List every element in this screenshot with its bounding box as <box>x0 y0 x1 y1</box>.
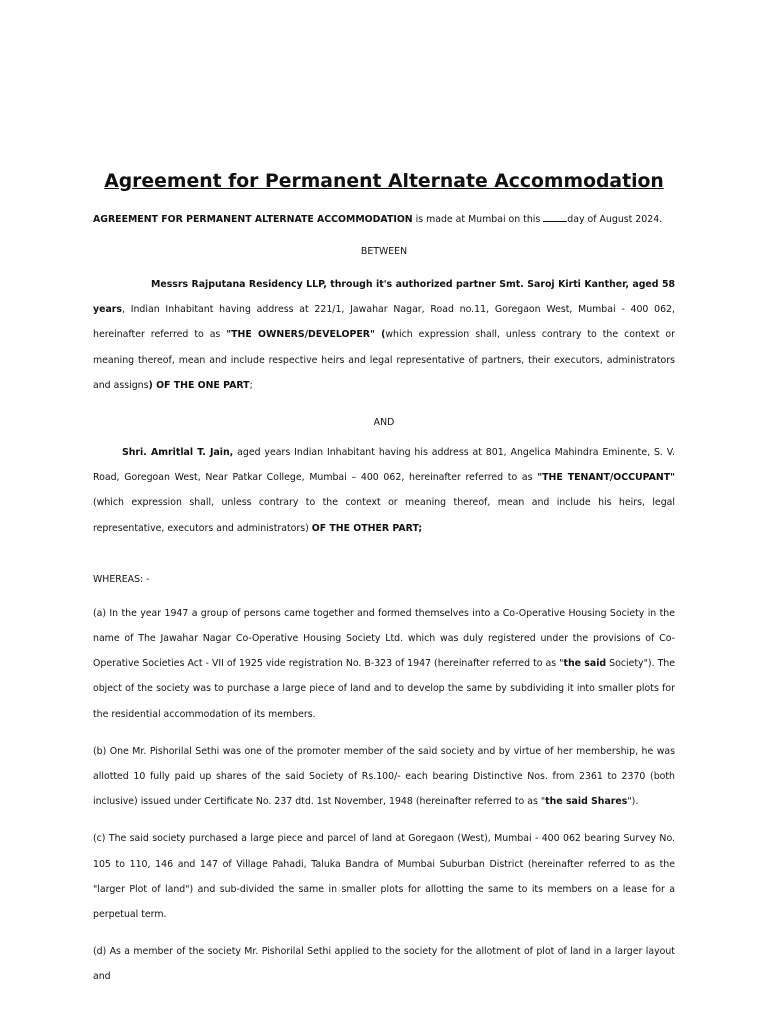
opening-bold: AGREEMENT FOR PERMANENT ALTERNATE ACCOMMODATION <box>93 214 413 225</box>
opening-text: is made at Mumbai on this <box>412 214 544 225</box>
recital-a-text-2: Society"). The object of the society was to purchase a large piece of land and to develop the same by subdividing it into smaller plots for the residential accommodation of its members. <box>93 658 676 720</box>
tenant-reference: "THE TENANT/OCCUPANT" <box>537 472 676 484</box>
date-blank-line <box>543 213 567 222</box>
recital-b-text-2: "). <box>627 796 639 808</box>
between-heading: BETWEEN <box>360 246 408 257</box>
recital-b-bold: the said Shares <box>545 796 628 808</box>
document-title: Agreement for Permanent Alternate Accommodation <box>104 171 664 192</box>
owners-paragraph <box>93 272 675 398</box>
tenant-name: Shri. Amritlal T. Jain, <box>122 447 234 459</box>
recital-a-bold: the said <box>563 658 607 670</box>
tenant-paragraph <box>93 440 675 541</box>
recital-b-text-1: (b) One Mr. Pishorilal Sethi was one of the promoter member of the said society and by virtue of her membership, he was allotted 10 fully paid up shares of the said Society of Rs.100/- each bearing Distinctive Nos. from 2361 to 2370 (both inclusive) issued under Certificate No. 237 dtd. 1st November, 1948 (hereinafter referred to as " <box>93 745 675 808</box>
recital-c: (c) The said society purchased a large piece and parcel of land at Goregaon (West), Mumbai - 400 062 bearing Survey No. 105 to 110, 146 and 147 of Village Pahadi, Taluka Bandra of Mumbai Suburban District (hereinafter referred to as the "larger Plot of land") and sub-divided the same in smaller plots for allotting the same to its members on a lease for a perpetual term. <box>93 833 675 921</box>
whereas-heading: WHEREAS: - <box>93 573 150 585</box>
tenant-text-1: aged years Indian Inhabitant having his address at 801, Angelica Mahindra Eminente, S. V. Road, Goregoan West, Near Patkar College, Mumbai – 400 062, hereinafter referred to as <box>93 447 675 484</box>
owners-name: Messrs Rajputana Residency LLP, through it's authorized partner Smt. Saroj Kirti Kanther, aged 58 years <box>93 279 675 316</box>
recital-a-text-1: (a) In the year 1947 a group of persons came together and formed themselves into a Co-Operative Housing Society in the name of The Jawahar Nagar Co-Operative Housing Society Ltd. which was duly registered under the provisions of Co-Operative Societies Act - VII of 1925 vide registration No. B-323 of 1947 (hereinafter referred to as " <box>93 607 675 670</box>
recital-a <box>93 601 675 727</box>
recital-d: (d) As a member of the society Mr. Pishorilal Sethi applied to the society for the allotment of plot of land in a larger layout and <box>93 946 675 983</box>
recital-b <box>93 739 675 815</box>
tenant-text-2: (which expression shall, unless contrary to the context or meaning thereof, mean and include his heirs, legal representative, executors and administrators) <box>93 497 675 534</box>
tenant-part: OF THE OTHER PART; <box>311 522 423 534</box>
owners-part: ) OF THE ONE PART <box>148 379 250 391</box>
opening-date-text: day of August 2024. <box>567 214 663 225</box>
owners-reference: "THE OWNERS/DEVELOPER" ( <box>226 329 386 341</box>
and-heading: AND <box>373 417 395 429</box>
owners-text-2: which expression shall, unless contrary to the context or meaning thereof, mean and include respective heirs and legal representative of partners, their executors, administrators and assigns <box>93 329 675 391</box>
document-body <box>93 171 676 990</box>
owners-tail: ; <box>249 379 253 391</box>
opening-paragraph <box>93 213 675 226</box>
owners-text-1: , Indian Inhabitant having address at 221/1, Jawahar Nagar, Road no.11, Goregaon West, Mumbai - 400 062, hereinafter referred to as <box>93 304 675 341</box>
